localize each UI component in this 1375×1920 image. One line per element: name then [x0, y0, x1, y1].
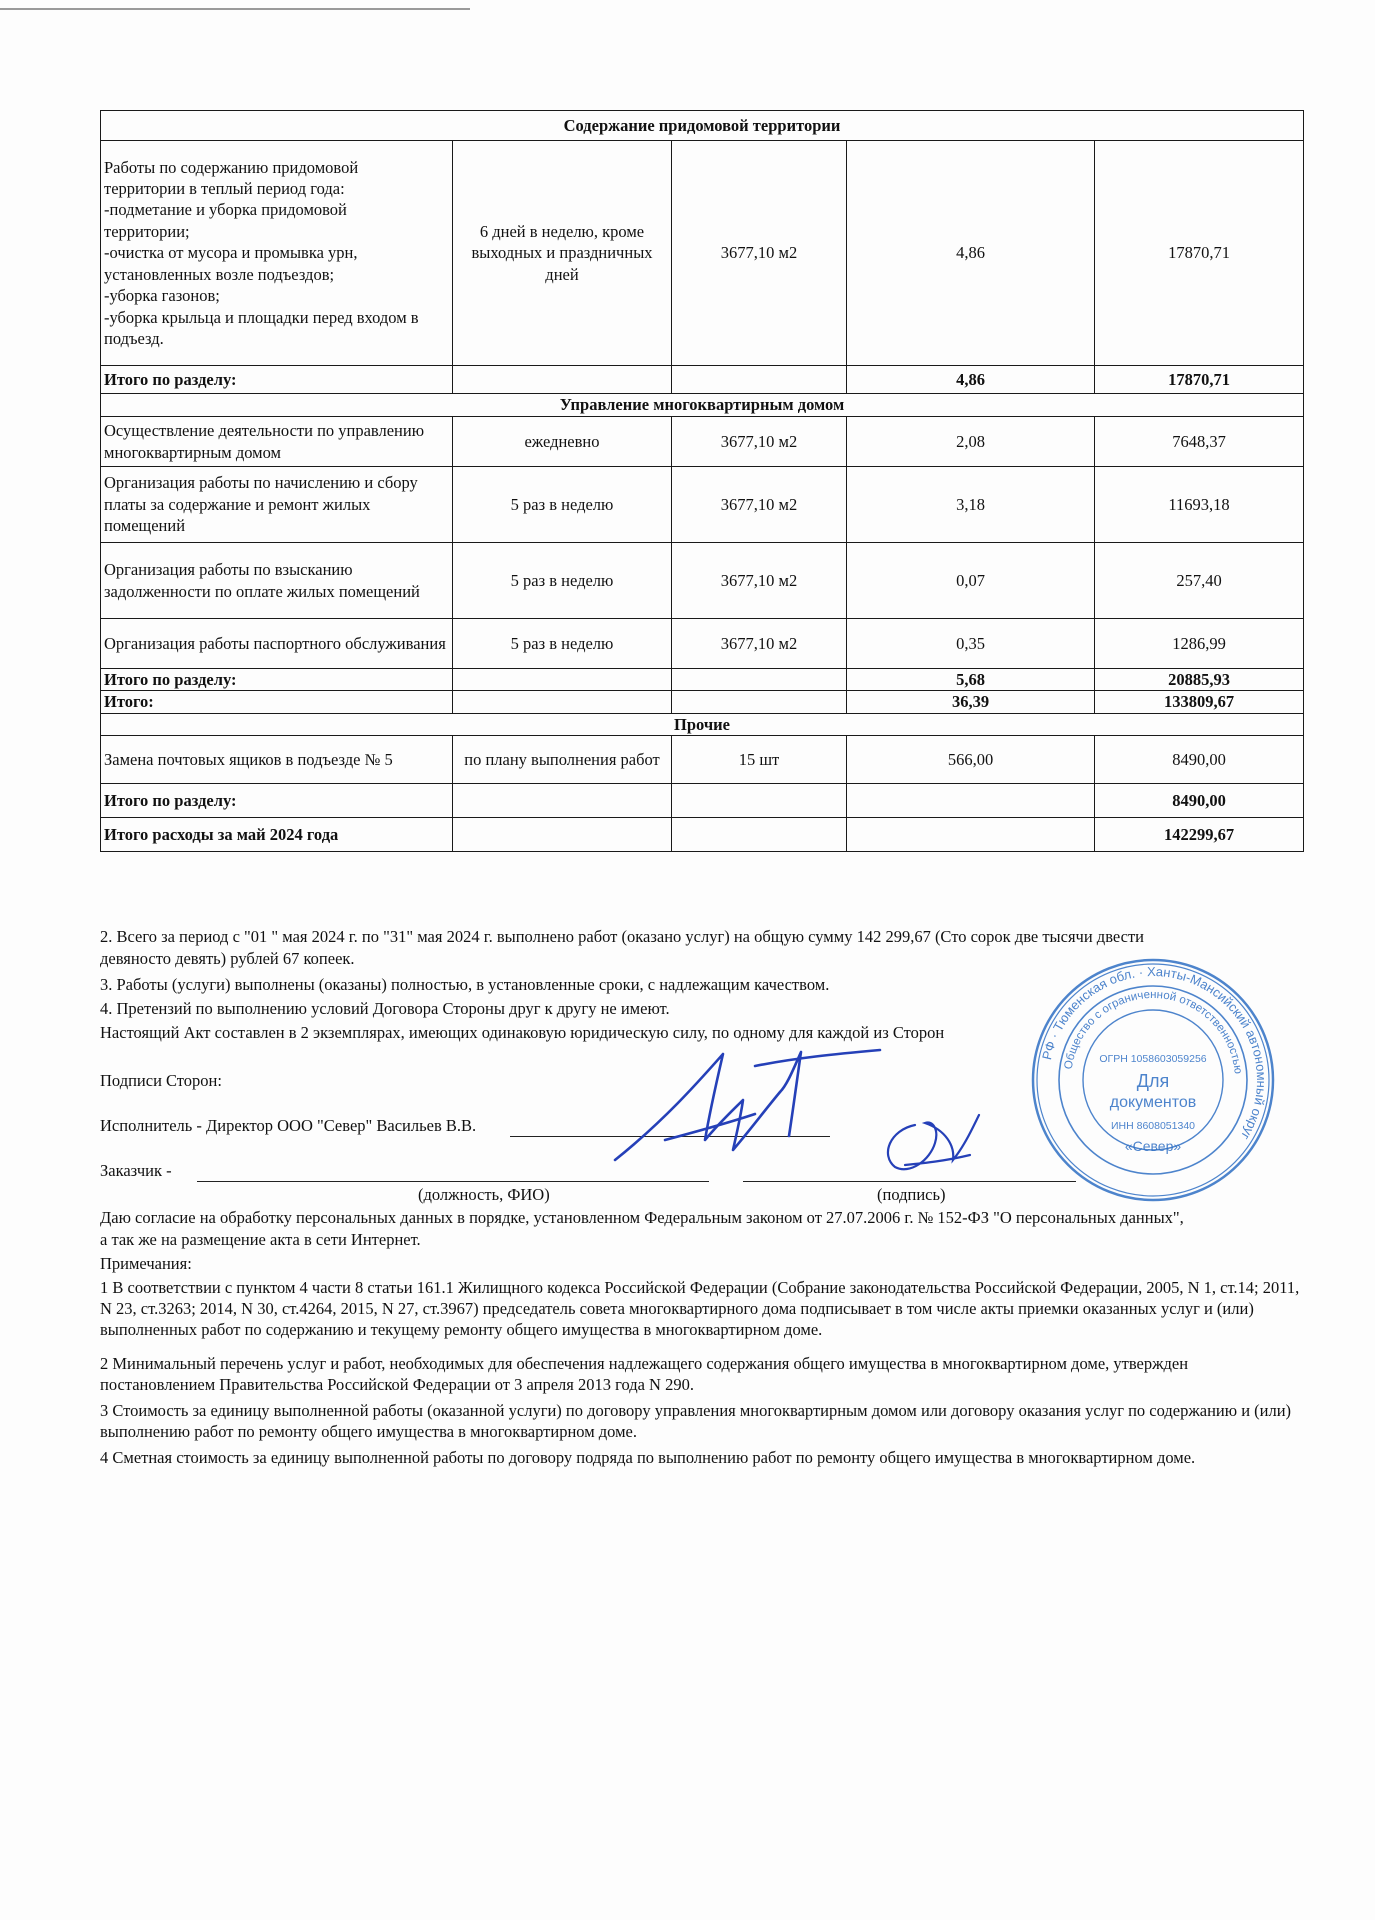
total-label: Итого:: [101, 691, 453, 713]
work-cost: 11693,18: [1095, 467, 1304, 543]
work-rate: 4,86: [847, 141, 1095, 366]
work-cost: 1286,99: [1095, 619, 1304, 669]
subtotal-row: [101, 669, 1304, 691]
consent-line-1: Даю согласие на обработку персональных данных в порядке, установленном Федеральным законом от 27.07.2006 г. № 152-ФЗ "О персональных данных",: [100, 1208, 1184, 1227]
work-frequency: 5 раз в неделю: [453, 619, 672, 669]
paragraph-4: 4. Претензий по выполнению условий Договора Стороны друг к другу не имеют.: [100, 999, 670, 1018]
section-title: Содержание придомовой территории: [101, 111, 1304, 141]
work-frequency: 6 дней в неделю, кроме выходных и праздничных дней: [453, 141, 672, 366]
svg-text:РФ · Тюменская обл. · Ханты-Ма: РФ · Тюменская обл. · Ханты-Мансийский автономный округ: [1039, 963, 1270, 1143]
executor-label: Исполнитель - Директор ООО "Север" Васильев В.В.: [100, 1116, 477, 1135]
subtotal-cost: 17870,71: [1095, 366, 1304, 394]
work-volume: 15 шт: [672, 736, 847, 784]
section-title: Управление многоквартирным домом: [101, 394, 1304, 417]
total-rate: 36,39: [847, 691, 1095, 713]
svg-text:документов: документов: [1109, 1094, 1197, 1111]
note-1: 1 В соответствии с пунктом 4 части 8 статьи 161.1 Жилищного кодекса Российской Федерации (Собрание законодательства Российской Федерации, 2005, N 1, ст.14; 2011, N 23, ст.3263; 2014, N 30, ст.4264, 2015, N 27, ст.3967) председатель совета многоквартирного дома подписывает в том числе акты приемки оказанных услуг и (или) выполненных работ по содержанию и текущему ремонту общего имущества в многоквартирном доме.: [100, 1278, 1300, 1340]
total-row: [101, 691, 1304, 713]
work-volume: 3677,10 м2: [672, 619, 847, 669]
work-volume: 3677,10 м2: [672, 543, 847, 619]
work-cost: 17870,71: [1095, 141, 1304, 366]
total-cost: 133809,67: [1095, 691, 1304, 713]
work-name: Работы по содержанию придомовой территории в теплый период года: -подметание и уборка придомовой территории; -очистка от мусора и промывка урн, установленных возле подъездов; -уборка газонов; -уборка крыльца и площадки перед входом в подъезд.: [101, 141, 453, 366]
table-row: [101, 543, 1304, 619]
svg-text:Для: Для: [1136, 1071, 1170, 1091]
work-name: Осуществление деятельности по управлению многоквартирным домом: [101, 417, 453, 467]
work-rate: 0,35: [847, 619, 1095, 669]
subtotal-label: Итого по разделу:: [101, 784, 453, 818]
work-cost: 7648,37: [1095, 417, 1304, 467]
consent-line-2: а так же на размещение акта в сети Интернет.: [100, 1230, 421, 1249]
work-volume: 3677,10 м2: [672, 467, 847, 543]
svg-text:ИНН 8608051340: ИНН 8608051340: [1110, 1120, 1196, 1132]
subtotal-cost: 8490,00: [1095, 784, 1304, 818]
work-name: Организация работы по взысканию задолженности по оплате жилых помещений: [101, 543, 453, 619]
grand-total-label: Итого расходы за май 2024 года: [101, 818, 453, 852]
table-row: [101, 417, 1304, 467]
grand-total-cost: 142299,67: [1095, 818, 1304, 852]
customer-position-line: [197, 1181, 709, 1182]
works-table: [100, 110, 1304, 852]
work-rate: 0,07: [847, 543, 1095, 619]
table-row: [101, 736, 1304, 784]
work-frequency: 5 раз в неделю: [453, 543, 672, 619]
subtotal-rate: 5,68: [847, 669, 1095, 691]
caption-position: (должность, ФИО): [418, 1185, 550, 1204]
executor-signature: [605, 1040, 885, 1175]
work-name: Организация работы паспортного обслуживания: [101, 619, 453, 669]
caption-signature: (подпись): [877, 1185, 946, 1204]
paragraph-3: 3. Работы (услуги) выполнены (оказаны) полностью, в установленные сроки, с надлежащим качеством.: [100, 975, 830, 994]
note-4: 4 Сметная стоимость за единицу выполненной работы по договору подряда по выполнению работ по ремонту общего имущества в многоквартирном доме.: [100, 1448, 1196, 1467]
table-row: [101, 467, 1304, 543]
work-rate: 3,18: [847, 467, 1095, 543]
company-seal: [1028, 955, 1278, 1205]
subtotal-rate: 4,86: [847, 366, 1095, 394]
customer-label: Заказчик -: [100, 1161, 172, 1180]
work-cost: 8490,00: [1095, 736, 1304, 784]
table-row: [101, 141, 1304, 366]
scan-edge-line: [0, 8, 470, 10]
work-name: Организация работы по начислению и сбору платы за содержание и ремонт жилых помещений: [101, 467, 453, 543]
paragraph-2-line-2: девяносто девять) рублей 67 копеек.: [100, 949, 355, 968]
paragraph-copies: Настоящий Акт составлен в 2 экземплярах, имеющих одинаковую юридическую силу, по одному для каждой из Сторон: [100, 1023, 945, 1042]
subtotal-row: [101, 784, 1304, 818]
paragraph-2-line-1: 2. Всего за период с "01 " мая 2024 г. по "31" мая 2024 г. выполнено работ (оказано услуг) на общую сумму 142 299,67 (Сто сорок две тысячи двести: [100, 927, 1144, 946]
svg-text:«Север»: «Север»: [1124, 1138, 1182, 1154]
subtotal-cost: 20885,93: [1095, 669, 1304, 691]
work-name: Замена почтовых ящиков в подъезде № 5: [101, 736, 453, 784]
note-3: 3 Стоимость за единицу выполненной работы (оказанной услуги) по договору управления многоквартирным домом или договору оказания услуг по содержанию и (или) выполнению работ по ремонту общего имущества в многоквартирном доме.: [100, 1401, 1292, 1442]
signatures-title: Подписи Сторон:: [100, 1071, 222, 1090]
work-cost: 257,40: [1095, 543, 1304, 619]
work-volume: 3677,10 м2: [672, 417, 847, 467]
svg-text:ОГРН 1058603059256: ОГРН 1058603059256: [1099, 1053, 1207, 1065]
subtotal-label: Итого по разделу:: [101, 366, 453, 394]
notes-title: Примечания:: [100, 1254, 192, 1273]
work-frequency: 5 раз в неделю: [453, 467, 672, 543]
section-title: Прочие: [101, 713, 1304, 735]
svg-text:Общество с ограниченной ответс: Общество с ограниченной ответственностью: [1062, 988, 1244, 1075]
customer-signature: [875, 1105, 985, 1185]
table-row: [101, 619, 1304, 669]
subtotal-label: Итого по разделу:: [101, 669, 453, 691]
work-volume: 3677,10 м2: [672, 141, 847, 366]
work-rate: 566,00: [847, 736, 1095, 784]
work-frequency: по плану выполнения работ: [453, 736, 672, 784]
work-frequency: ежедневно: [453, 417, 672, 467]
grand-total-row: [101, 818, 1304, 852]
work-rate: 2,08: [847, 417, 1095, 467]
subtotal-row: [101, 366, 1304, 394]
note-2: 2 Минимальный перечень услуг и работ, необходимых для обеспечения надлежащего содержания общего имущества в многоквартирном доме, утвержден постановлением Правительства Российской Федерации от 3 апреля 2013 года N 290.: [100, 1354, 1189, 1395]
